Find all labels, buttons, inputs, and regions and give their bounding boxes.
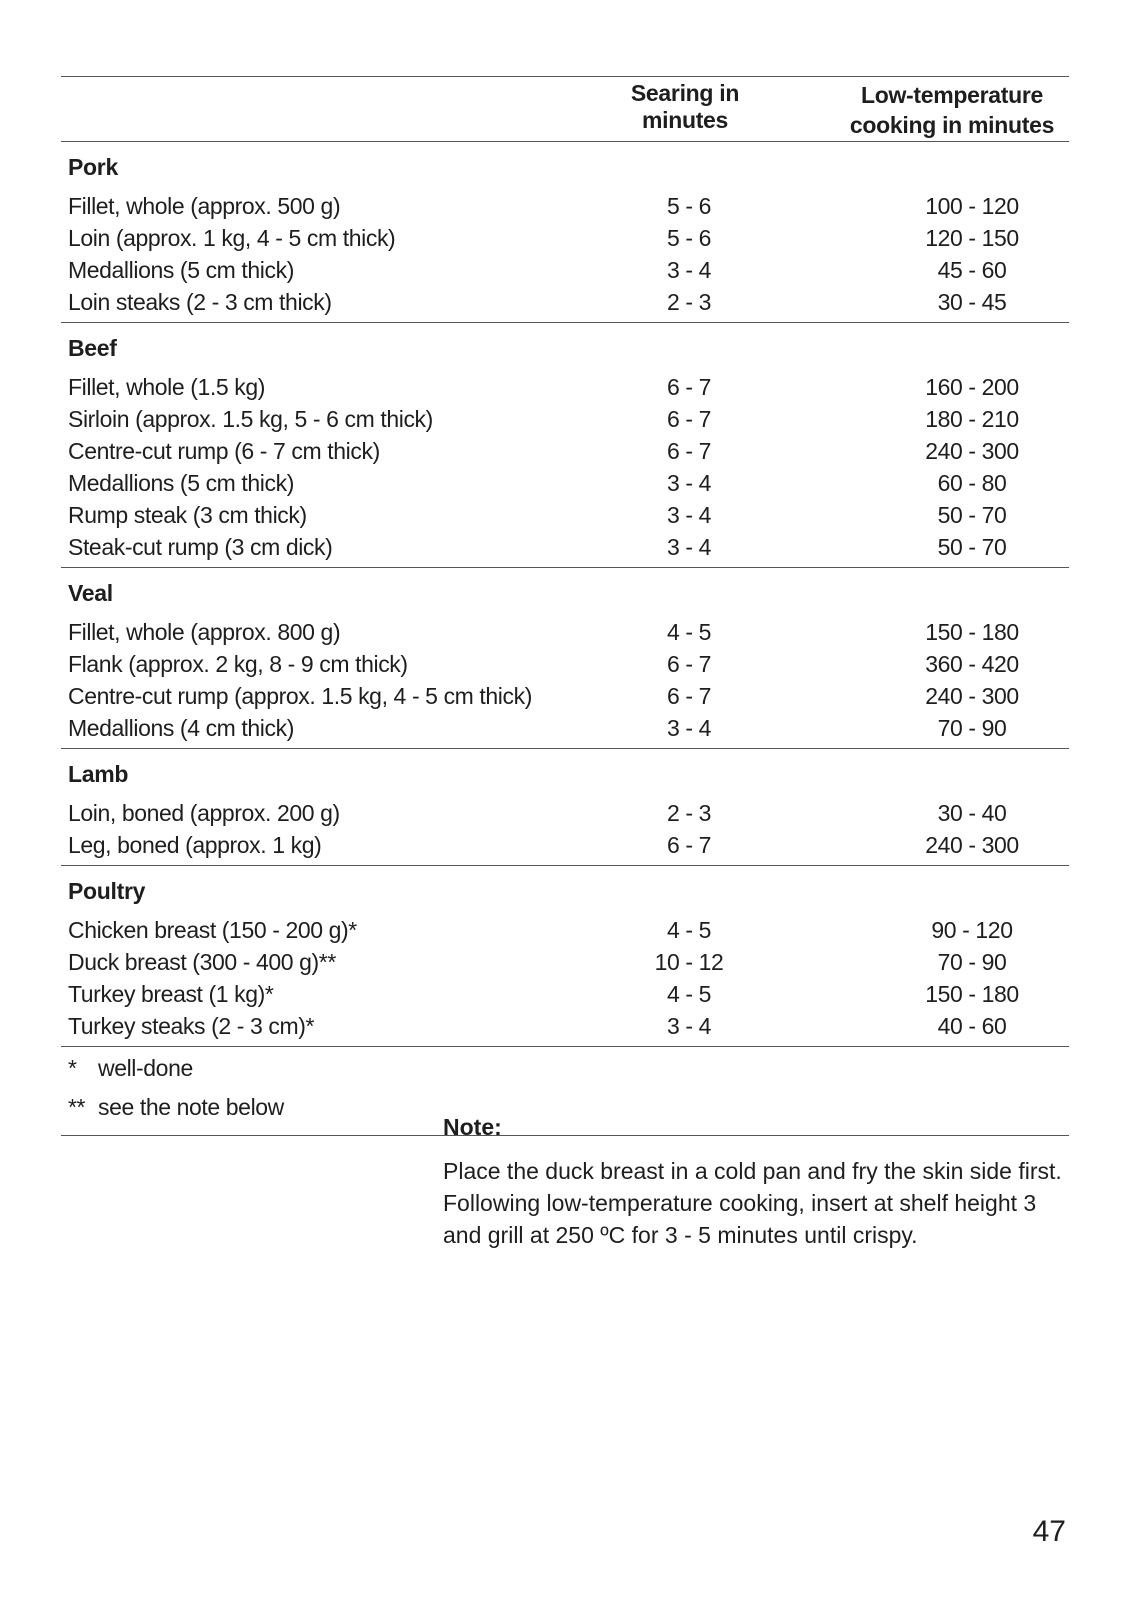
searing-time: 4 - 5: [666, 917, 712, 943]
footnote-text: see the note below: [98, 1094, 284, 1120]
meat-cut-name: Flank (approx. 2 kg, 8 - 9 cm thick): [68, 651, 408, 677]
low-temp-time: 50 - 70: [937, 534, 1007, 560]
meat-cut-name: Centre-cut rump (6 - 7 cm thick): [68, 438, 380, 464]
footnote-text: well-done: [98, 1055, 193, 1081]
meat-cut-name: Duck breast (300 - 400 g)**: [68, 949, 336, 975]
table-row: [61, 616, 1069, 648]
searing-time: 6 - 7: [666, 374, 712, 400]
searing-time: 6 - 7: [666, 651, 712, 677]
footnote: [61, 1053, 1069, 1092]
meat-cut-name: Sirloin (approx. 1.5 kg, 5 - 6 cm thick): [68, 406, 433, 432]
header-low-temp-line1: Low-temperature: [860, 82, 1044, 108]
meat-cut-name: Chicken breast (150 - 200 g)*: [68, 917, 357, 943]
low-temp-time: 70 - 90: [937, 715, 1007, 741]
table-row: [61, 914, 1069, 946]
meat-cut-name: Centre-cut rump (approx. 1.5 kg, 4 - 5 cm thick): [68, 683, 532, 709]
low-temp-time: 50 - 70: [937, 502, 1007, 528]
low-temp-time: 45 - 60: [937, 257, 1007, 283]
meat-cut-name: Turkey breast (1 kg)*: [68, 981, 274, 1007]
low-temp-time: 30 - 45: [937, 289, 1007, 315]
meat-cut-name: Loin steaks (2 - 3 cm thick): [68, 289, 332, 315]
meat-cut-name: Leg, boned (approx. 1 kg): [68, 832, 322, 858]
page-number: 47: [1032, 1515, 1066, 1548]
searing-time: 6 - 7: [666, 438, 712, 464]
section-title: Lamb: [68, 761, 129, 787]
table-row: [61, 467, 1069, 499]
table-row: [61, 648, 1069, 680]
table-row: [61, 190, 1069, 222]
searing-time: 6 - 7: [666, 832, 712, 858]
meat-cut-name: Loin, boned (approx. 200 g): [68, 800, 340, 826]
low-temp-time: 150 - 180: [925, 981, 1019, 1007]
searing-time: 3 - 4: [666, 534, 712, 560]
note-text: Place the duck breast in a cold pan and fry the skin side first. Following low-temperature cooking, insert at shelf height 3 and grill at 250 ºC for 3 - 5 minutes until crispy.: [443, 1158, 1062, 1248]
cooking-times-table: [61, 76, 1069, 1136]
header-low-temperature: [846, 80, 1058, 140]
low-temp-time: 30 - 40: [937, 800, 1007, 826]
table-row: [61, 435, 1069, 467]
section-title: Veal: [68, 580, 113, 606]
searing-time: 6 - 7: [666, 406, 712, 432]
section-title: Poultry: [68, 878, 146, 904]
header-low-temp-line2: cooking in minutes: [849, 112, 1055, 138]
searing-time: 2 - 3: [666, 289, 712, 315]
table-row: [61, 286, 1069, 318]
low-temp-time: 240 - 300: [925, 683, 1019, 709]
low-temp-time: 240 - 300: [925, 832, 1019, 858]
searing-time: 3 - 4: [666, 1013, 712, 1039]
table-section-veal: [61, 568, 1069, 748]
note-block: [443, 1114, 1063, 1251]
low-temp-time: 100 - 120: [925, 193, 1019, 219]
searing-time: 5 - 6: [666, 225, 712, 251]
meat-cut-name: Turkey steaks (2 - 3 cm)*: [68, 1013, 315, 1039]
low-temp-time: 180 - 210: [925, 406, 1019, 432]
table-row: [61, 829, 1069, 861]
table-row: [61, 254, 1069, 286]
table-row: [61, 531, 1069, 563]
searing-time: 2 - 3: [666, 800, 712, 826]
low-temp-time: 120 - 150: [925, 225, 1019, 251]
table-row: [61, 978, 1069, 1010]
searing-time: 4 - 5: [666, 619, 712, 645]
table-row: [61, 712, 1069, 744]
meat-cut-name: Loin (approx. 1 kg, 4 - 5 cm thick): [68, 225, 396, 251]
searing-time: 4 - 5: [666, 981, 712, 1007]
meat-cut-name: Medallions (4 cm thick): [68, 715, 294, 741]
low-temp-time: 240 - 300: [925, 438, 1019, 464]
low-temp-time: 160 - 200: [925, 374, 1019, 400]
searing-time: 5 - 6: [666, 193, 712, 219]
meat-cut-name: Fillet, whole (1.5 kg): [68, 374, 265, 400]
meat-cut-name: Rump steak (3 cm thick): [68, 502, 307, 528]
searing-time: 6 - 7: [666, 683, 712, 709]
table-row: [61, 403, 1069, 435]
low-temp-time: 360 - 420: [925, 651, 1019, 677]
table-header: [61, 77, 1069, 141]
searing-time: 10 - 12: [654, 949, 724, 975]
note-title: Note:: [443, 1114, 502, 1140]
section-title: Beef: [68, 335, 117, 361]
table-row: [61, 371, 1069, 403]
header-searing: Searing in minutes: [630, 80, 740, 133]
footnote-mark: **: [68, 1094, 86, 1120]
table-row: [61, 222, 1069, 254]
low-temp-time: 90 - 120: [931, 917, 1013, 943]
footnote-mark: *: [68, 1055, 77, 1081]
searing-time: 3 - 4: [666, 502, 712, 528]
searing-time: 3 - 4: [666, 470, 712, 496]
table-section-lamb: [61, 749, 1069, 865]
table-row: [61, 499, 1069, 531]
meat-cut-name: Fillet, whole (approx. 800 g): [68, 619, 341, 645]
searing-time: 3 - 4: [666, 715, 712, 741]
table-row: [61, 797, 1069, 829]
table-row: [61, 680, 1069, 712]
table-section-pork: [61, 142, 1069, 322]
meat-cut-name: Steak-cut rump (3 cm dick): [68, 534, 333, 560]
searing-time: 3 - 4: [666, 257, 712, 283]
table-row: [61, 946, 1069, 978]
low-temp-time: 150 - 180: [925, 619, 1019, 645]
table-row: [61, 1010, 1069, 1042]
section-title: Pork: [68, 154, 118, 180]
low-temp-time: 60 - 80: [937, 470, 1007, 496]
meat-cut-name: Fillet, whole (approx. 500 g): [68, 193, 341, 219]
table-body: [61, 142, 1069, 1047]
meat-cut-name: Medallions (5 cm thick): [68, 470, 294, 496]
low-temp-time: 40 - 60: [937, 1013, 1007, 1039]
low-temp-time: 70 - 90: [937, 949, 1007, 975]
table-section-poultry: [61, 866, 1069, 1046]
table-section-beef: [61, 323, 1069, 567]
meat-cut-name: Medallions (5 cm thick): [68, 257, 294, 283]
